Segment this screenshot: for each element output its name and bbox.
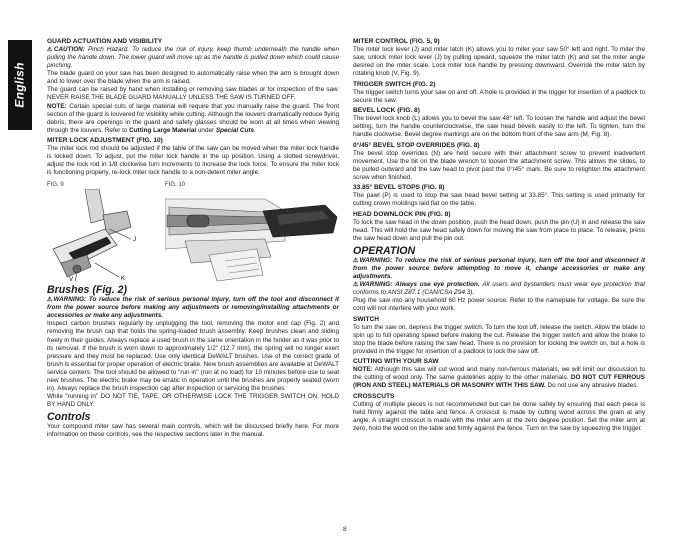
controls-text: Your compound miter saw has several main controls, which will be discussed briefly here. For more information on these controls, see the respective sections later in the manual. — [47, 422, 339, 438]
guard-heading: GUARD ACTUATION AND VISIBILITY — [47, 38, 163, 45]
miter-lock-text: The miter lock rod should be adjusted if the table of the saw can be moved when the miter lock handle is locked down. To adjust, put the miter lock handle in the up position. Using a slotted screwdriver, adjust the lock rod in 1/8 clockwise turn increments to increase the lock force. To ensure the miter lock is functioning properly, re-lock miter lock handle to a non-detent miter angle. — [47, 145, 339, 177]
note-label: NOTE: — [47, 102, 67, 110]
brushes-warning — [47, 296, 339, 320]
language-tab — [8, 40, 32, 130]
callout-k: K — [121, 276, 126, 283]
caution-text: Pinch Hazard. To reduce the risk of injury, keep thumb underneath the handle when pulling the handle down. The lower guard will move up as the handle is pulled down which could cause pinching. — [47, 46, 339, 70]
brushes-paragraph-1: Inspect carbon brushes regularly by unplugging the tool, removing the motor end cap (Fig. 2) and removing the brush cap that holds the spring-loaded brush assembly. Keep brushes clean and sliding freely in their guides. Always replace a used brush in the same orientation in the holder as it was prior to its removal. If the brush is worn down to approximately 1/2" (12.7 mm), the spring will no longer exert pressure and they must be replaced. Use only identical DeWALT brushes. Use of the correct grade of brush is essential for proper operation of electric brake. New brush assemblies are available at DeWALT service centers. The tool should be allowed to "run in" (run at no load) for 10 minutes before use to seat new brushes. The electric brake may be erratic in operation until the brushes are properly seated (worn in). Always replace the brush inspection cap after inspection or servicing the brushes. — [47, 320, 339, 392]
fig10-label: FIG. 10 — [165, 182, 186, 189]
figure-10 — [165, 181, 339, 282]
bevel-stops-heading: 33.85° BEVEL STOPS (FIG. 8) — [353, 184, 445, 192]
operation-warning-2-label: WARNING: — [359, 281, 393, 289]
downlock-text: To lock the saw head in the down position, push the head down, push the pin (U) in and release the saw head. This will hold the saw head safely down for moving the saw from place to place. To release, press the saw head down and pull the pin out. — [353, 218, 645, 242]
warning-triangle-icon: ⚠ — [47, 296, 54, 304]
note-end: . — [253, 126, 256, 134]
overrides-heading: 0°/45° BEVEL STOP OVERRIDES (FIG. 8) — [353, 141, 480, 149]
operation-heading: OPERATION — [353, 245, 416, 257]
guard-note — [47, 103, 339, 135]
brushes-paragraph-2: While "running in" DO NOT TIE, TAPE, OR OTHERWISE LOCK THE TRIGGER SWITCH ON. HOLD BY HAND ONLY. — [47, 392, 339, 408]
miter-control-heading: MITER CONTROL (FIG. 5, 9) — [353, 38, 440, 45]
warning-triangle-icon: ⚠ — [353, 257, 360, 264]
switch-heading: SWITCH — [353, 315, 380, 323]
downlock-heading: HEAD DOWNLOCK PIN (FIG. 8) — [353, 210, 451, 218]
operation-warning-2-text: All users and bystanders must wear eye protection that conforms to ANSI Z87.1 (CAN/CSA Z94.3). — [353, 281, 645, 297]
brushes-warning-label: WARNING: — [53, 296, 87, 304]
miter-control-illustration — [47, 189, 155, 282]
cutting-note — [353, 366, 645, 390]
overrides-text: The bevel stop overrides (N) are held secure with their attachment screw to prevent inadvertent movement. Use the bit on the blade wrench to loosen the attachment screw. This allows the slides, to be pulled outward and the saw head to pivot past the 0°/45° mark. Be sure to retighten the attachment screw when finished. — [353, 149, 645, 181]
note-link-cutting-large-material: Cutting Large Material — [129, 126, 197, 134]
guard-paragraph-1: The blade guard on your saw has been designed to automatically raise when the arm is brought down and to lower over the blade when the arm is raised. — [47, 70, 339, 86]
warning-triangle-icon: ⚠ — [47, 46, 54, 54]
miter-control-text: The miter lock lever (J) and miter latch (K) allows you to miter your saw 50° left and right. To miter the saw, unlock miter lock lever (J) by pulling upward, squeeze the miter latch (K) and set the miter angle desired on the miter scale. Lock miter lock handle by pressing downward. Override the miter latch by rotating knob (V, Fig. 9). — [353, 46, 645, 78]
operation-warning-1-text: To reduce the risk of serious personal injury, turn off the tool and disconnect it from the power source before attempting to move it, change accessories or make any adjustments. — [353, 257, 645, 281]
controls-heading: Controls — [47, 410, 91, 423]
fig9-label: FIG. 9 — [47, 182, 64, 189]
right-column — [353, 38, 645, 433]
trigger-heading: TRIGGER SWITCH (FIG. 2) — [353, 80, 436, 88]
operation-warning-1-label: WARNING: — [359, 257, 393, 264]
warning-triangle-icon: ⚠ — [353, 281, 360, 289]
brushes-heading: Brushes (Fig. 2) — [47, 284, 128, 297]
bevel-stops-text: The pawl (P) is used to stop the saw head bevel setting at 33.85°. This setting is used primarily for cutting crown moldings laid flat on the table. — [353, 192, 645, 208]
language-tab-label: English — [13, 62, 27, 108]
page-number: 8 — [343, 526, 347, 533]
callout-j: J — [133, 237, 136, 244]
note-text: Certain special cuts of large material will require that you manually raise the guard. The front section of the guard is louvered for visibility while cutting. Although the louvers dramatically reduce flying debris, there are openings in the guard and safety glasses should be worn at all times when viewing through the louvers. Refer to — [47, 102, 340, 134]
trigger-text: The trigger switch turns your saw on and off. A hole is provided in the trigger for insertion of a padlock to secure the saw. — [353, 88, 645, 104]
operation-warning-2 — [353, 281, 645, 297]
operation-paragraph-1: Plug the saw into any household 60 Hz power source. Refer to the nameplate for voltage. Be sure the cord will not interfere with your work. — [353, 297, 645, 313]
bevel-lock-text: The bevel lock knob (L) allows you to bevel the saw 48° left. To loosen the handle and adjust the bevel setting, turn the handle counterclockwise, the saw head bevels easily to the left. To tighten, turn the handle clockwise. Bevel degree markings are on the bottom front of the saw arm (M, Fig. 8). — [353, 115, 645, 139]
cutting-bold-text: DO NOT CUT FERROUS (IRON AND STEEL) MATERIALS OR MASONRY WITH THIS SAW. — [353, 374, 645, 390]
note-under: under — [197, 126, 215, 134]
cutting-heading: CUTTING WITH YOUR SAW — [353, 358, 439, 366]
cutting-note-text: Although this saw will cut wood and many non-ferrous materials, we will limit our discussion to the cutting of wood only. The same guidelines apply to the other materials. — [353, 366, 645, 382]
note-link-special-cuts: Special Cuts — [215, 126, 254, 134]
miter-lock-heading: MITER LOCK ADJUSTMENT (FIG. 10) — [47, 136, 163, 144]
figures-row — [47, 181, 339, 282]
switch-text: To turn the saw on, depress the trigger switch. To turn the tool off, release the switch. Allow the blade to spin up to full operating speed before making the cut. Release the trigger switch and allow the brake to stop the blade before raising the saw head. There is no provision for locking the switch on, but a hole is provided in the trigger for insertion of a padlock to lock the saw off. — [353, 323, 645, 355]
crosscuts-text: Cutting of multiple pieces is not recommended but can be done safely by ensuring that each piece is held firmly against the table and fence. A crosscut is made by cutting wood across the grain at any angle. A straight crosscut is made with the miter arm at the zero degree position. Set the miter arm at zero, hold the wood on the table and firmly against the fence. Turn on the saw by squeezing the trigger. — [353, 400, 645, 432]
operation-warning-2-bold: Always use eye protection. — [395, 281, 480, 289]
operation-warning-1 — [353, 257, 645, 281]
brushes-warning-text: To reduce the risk of serious personal injury, turn off the tool and disconnect it from the power source before making any adjustments or removing/installing attachments or accessories or make any adjustments. — [47, 296, 339, 320]
guard-paragraph-2: The guard can be raised by hand when installing or removing saw blades or for inspection of the saw. NEVER RAISE THE BLADE GUARD MANUALLY UNLESS THE SAW IS TURNED OFF. — [47, 86, 339, 102]
crosscuts-heading: CROSSCUTS — [353, 392, 395, 400]
miter-lock-rod-illustration — [165, 189, 339, 282]
guard-caution — [47, 46, 339, 70]
cutting-note-label: NOTE: — [353, 366, 373, 374]
callout-v: V — [69, 277, 74, 283]
figure-9 — [47, 181, 155, 282]
cutting-end-text: Do not use any abrasive blades. — [547, 382, 639, 390]
bevel-lock-heading: BEVEL LOCK (FIG. 8) — [353, 107, 420, 115]
caution-label: CAUTION: — [53, 46, 85, 54]
left-column — [47, 38, 339, 439]
